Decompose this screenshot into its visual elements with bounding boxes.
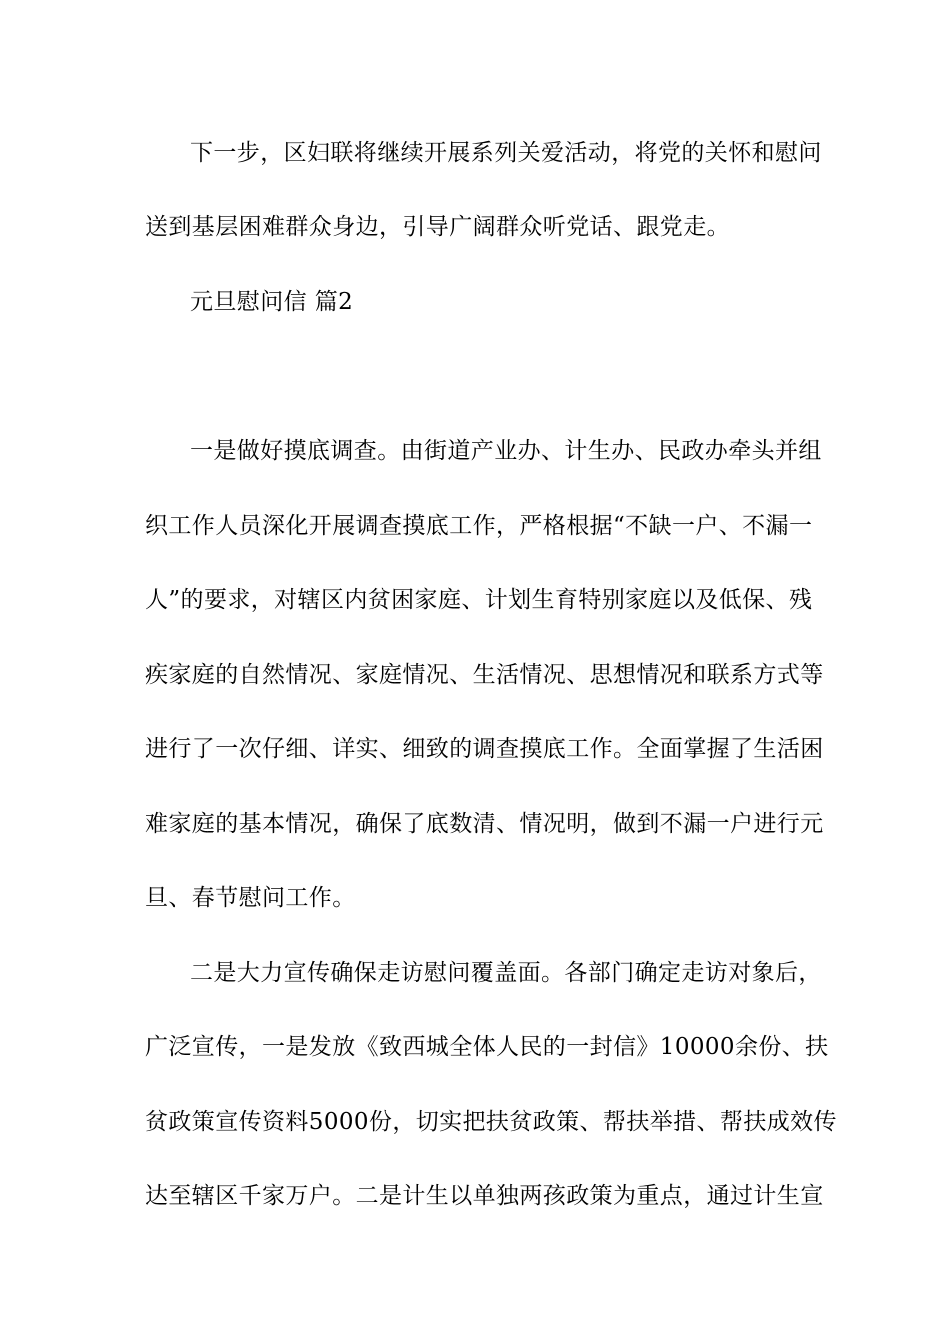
- paragraph-2-line-4: 疾家庭的自然情况、家庭情况、生活情况、思想情况和联系方式等: [145, 662, 824, 688]
- paragraph-3-line-4: 达至辖区千家万户。二是计生以单独两孩政策为重点，通过计生宣: [145, 1183, 824, 1209]
- paragraph-3-line-2: 广泛宣传，一是发放《致西城全体人民的一封信》10000余份、扶: [145, 1034, 829, 1060]
- paragraph-2-line-5: 进行了一次仔细、详实、细致的调查摸底工作。全面掌握了生活困: [145, 736, 824, 762]
- paragraph-1-line-1: 下一步，区妇联将继续开展系列关爱活动，将党的关怀和慰问: [190, 140, 822, 166]
- paragraph-2-line-6: 难家庭的基本情况，确保了底数清、情况明，做到不漏一户进行元: [145, 811, 824, 837]
- section-heading: 元旦慰问信 篇2: [190, 289, 354, 315]
- paragraph-3-line-3: 贫政策宣传资料5000份，切实把扶贫政策、帮扶举措、帮扶成效传: [145, 1109, 837, 1135]
- paragraph-3-line-1: 二是大力宣传确保走访慰问覆盖面。各部门确定走访对象后，: [190, 960, 822, 986]
- paragraph-2-line-3: 人”的要求，对辖区内贫困家庭、计划生育特别家庭以及低保、残: [145, 587, 813, 613]
- paragraph-1-line-2: 送到基层困难群众身边，引导广阔群众听党话、跟党走。: [145, 214, 730, 240]
- paragraph-2-line-7: 旦、春节慰问工作。: [145, 885, 356, 911]
- paragraph-2-line-2: 织工作人员深化开展调查摸底工作，严格根据“不缺一户、不漏一: [145, 513, 813, 539]
- paragraph-2-line-1: 一是做好摸底调查。由街道产业办、计生办、民政办牵头并组: [190, 438, 822, 464]
